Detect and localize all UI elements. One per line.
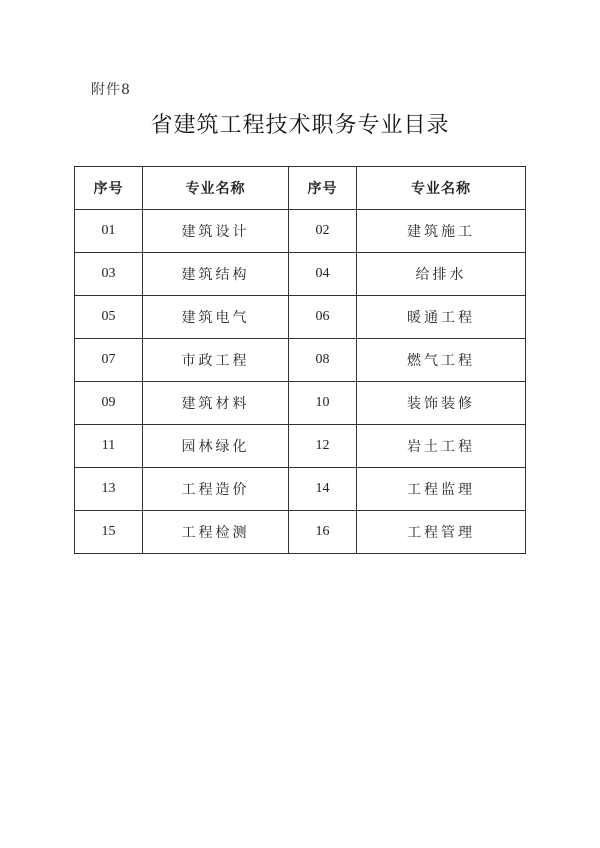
page-title: 省建筑工程技术职务专业目录 (150, 113, 450, 138)
specialty-cell: 建筑施工 (357, 210, 526, 253)
specialty-cell: 建筑结构 (143, 253, 289, 296)
specialty-cell: 岩土工程 (357, 425, 526, 468)
specialty-cell: 建筑电气 (143, 296, 289, 339)
specialty-cell: 园林绿化 (143, 425, 289, 468)
table-row (75, 296, 526, 339)
serial-cell: 04 (289, 253, 357, 296)
serial-cell: 02 (289, 210, 357, 253)
specialty-cell: 装饰装修 (357, 382, 526, 425)
specialty-cell: 工程检测 (143, 511, 289, 554)
serial-cell: 07 (75, 339, 143, 382)
header-serial-1: 序号 (75, 167, 143, 210)
table-row (75, 210, 526, 253)
specialty-cell: 建筑设计 (143, 210, 289, 253)
serial-cell: 15 (75, 511, 143, 554)
table-header-row (75, 167, 526, 210)
serial-cell: 11 (75, 425, 143, 468)
header-serial-2: 序号 (289, 167, 357, 210)
serial-cell: 09 (75, 382, 143, 425)
serial-cell: 12 (289, 425, 357, 468)
table-row (75, 253, 526, 296)
header-specialty-name-1: 专业名称 (143, 167, 289, 210)
serial-cell: 05 (75, 296, 143, 339)
specialty-cell: 工程管理 (357, 511, 526, 554)
specialty-cell: 工程监理 (357, 468, 526, 511)
table-row (75, 468, 526, 511)
specialty-cell: 市政工程 (143, 339, 289, 382)
specialty-cell: 暖通工程 (357, 296, 526, 339)
serial-cell: 08 (289, 339, 357, 382)
serial-cell: 06 (289, 296, 357, 339)
specialty-table (74, 166, 526, 554)
specialty-cell: 燃气工程 (357, 339, 526, 382)
header-specialty-name-2: 专业名称 (357, 167, 526, 210)
table-row (75, 511, 526, 554)
serial-cell: 14 (289, 468, 357, 511)
specialty-cell: 建筑材料 (143, 382, 289, 425)
table-row (75, 425, 526, 468)
serial-cell: 16 (289, 511, 357, 554)
specialty-cell: 工程造价 (143, 468, 289, 511)
serial-cell: 03 (75, 253, 143, 296)
table-row (75, 382, 526, 425)
serial-cell: 10 (289, 382, 357, 425)
table-row (75, 339, 526, 382)
annex-label: 附件8 (91, 82, 131, 98)
serial-cell: 01 (75, 210, 143, 253)
serial-cell: 13 (75, 468, 143, 511)
specialty-cell: 给排水 (357, 253, 526, 296)
